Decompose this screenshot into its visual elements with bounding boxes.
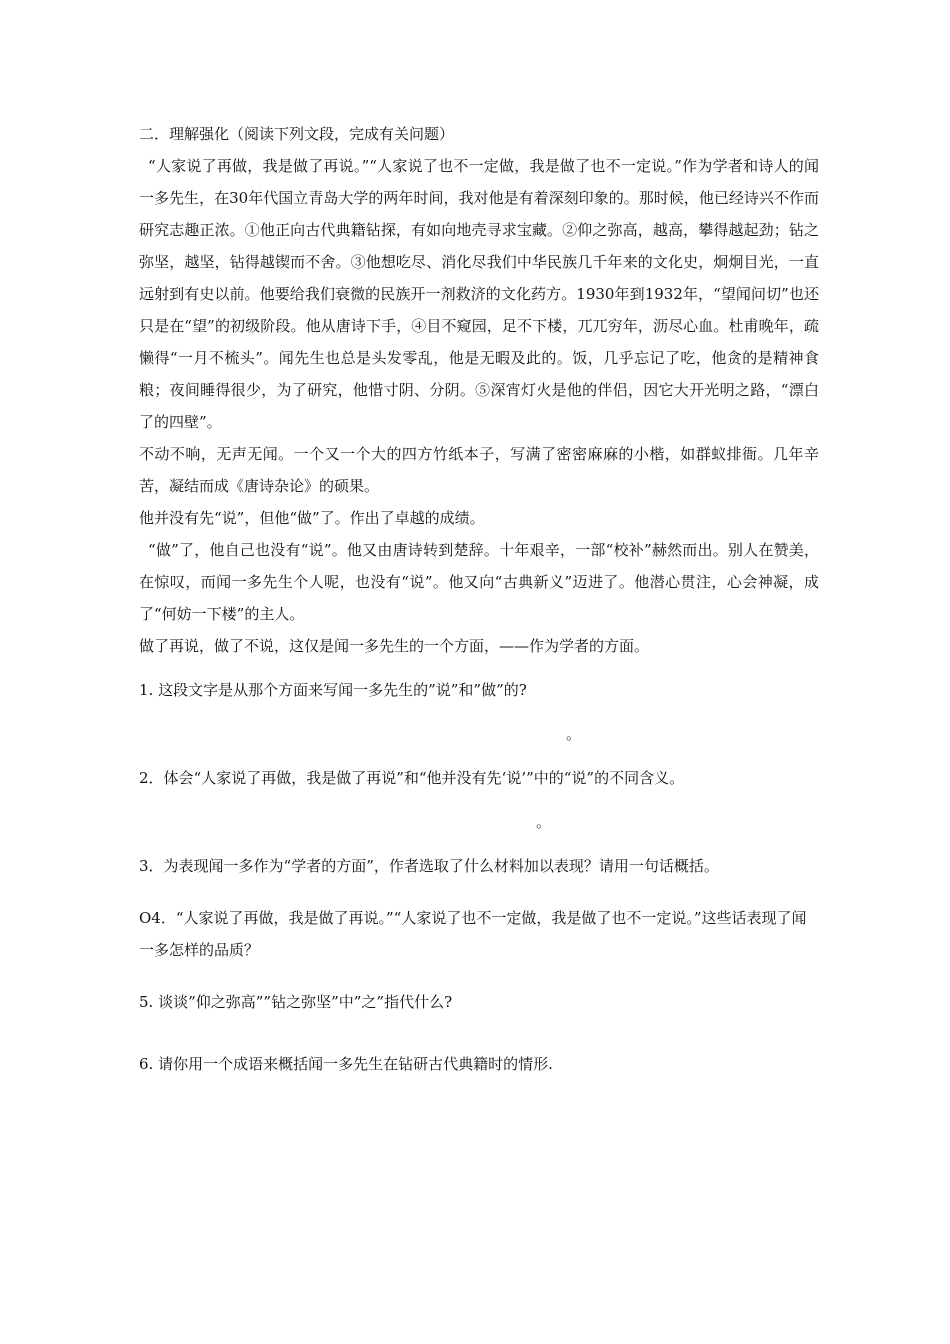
passage-paragraph-2: 不动不响，无声无闻。一个又一个大的四方竹纸本子，写满了密密麻麻的小楷，如群蚁排衙。几年辛苦，凝结而成《唐诗杂论》的硕果。 — [139, 445, 819, 495]
section-title: 二．理解强化（阅读下列文段，完成有关问题） — [139, 125, 455, 143]
question-4: O4．“人家说了再做，我是做了再说。”“人家说了也不一定做，我是做了也不一定说。”这些话表现了闻一多怎样的品质？ — [139, 909, 807, 959]
question-1: 1. 这段文字是从那个方面来写闻一多先生的”说”和”做”的? — [139, 681, 527, 699]
passage-paragraph-1: “人家说了再做，我是做了再说。”“人家说了也不一定做，我是做了也不一定说。”作为学者和诗人的闻一多先生，在30年代国立青岛大学的两年时间，我对他是有着深刻印象的。那时候，他已经诗兴不作而研究志趣正浓。①他正向古代典籍钻探，有如向地壳寻求宝藏。②仰之弥高，越高，攀得越起劲；钻之弥坚，越坚，钻得越锲而不舍。③他想吃尽、消化尽我们中华民族几千年来的文化史，炯炯目光，一直远射到有史以前。他要给我们衰微的民族开一剂救济的文化药方。1930年到1932年，“望闻问切”也还只是在“望”的初级阶段。他从唐诗下手，④目不窥园，足不下楼，兀兀穷年，沥尽心血。杜甫晚年，疏懒得“一月不梳头”。闻先生也总是头发零乱，他是无暇及此的。饭，几乎忘记了吃，他贪的是精神食粮；夜间睡得很少，为了研究，他惜寸阴、分阴。⑤深宵灯火是他的伴侣，因它大开光明之路，“漂白了的四壁”。 — [139, 157, 819, 431]
passage-paragraph-4: “做”了，他自己也没有“说”。他又由唐诗转到楚辞。十年艰辛，一部“校补”赫然而出。别人在赞美，在惊叹，而闻一多先生个人呢，也没有“说”。他又向“古典新义”迈进了。他潜心贯注，心会神凝，成了“何妨一下楼”的主人。 — [139, 541, 819, 623]
question-5: 5. 谈谈”仰之弥高””钻之弥坚”中”之”指代什么? — [139, 993, 453, 1011]
passage-paragraph-3: 他并没有先“说”，但他“做”了。作出了卓越的成绩。 — [139, 509, 485, 527]
document-content — [139, 118, 819, 1080]
question-6: 6. 请你用一个成语来概括闻一多先生在钻研古代典籍时的情形. — [139, 1055, 553, 1073]
question-1-answer-blank: 。 — [565, 725, 581, 743]
question-2-answer-blank: 。 — [535, 813, 551, 831]
passage-paragraph-5: 做了再说，做了不说，这仅是闻一多先生的一个方面，——作为学者的方面。 — [139, 637, 650, 655]
question-2: 2．体会“人家说了再做，我是做了再说”和“他并没有先‘说’”中的“说”的不同含义。 — [139, 769, 685, 787]
question-3: 3．为表现闻一多作为“学者的方面”，作者选取了什么材料加以表现？请用一句话概括。 — [139, 857, 719, 875]
